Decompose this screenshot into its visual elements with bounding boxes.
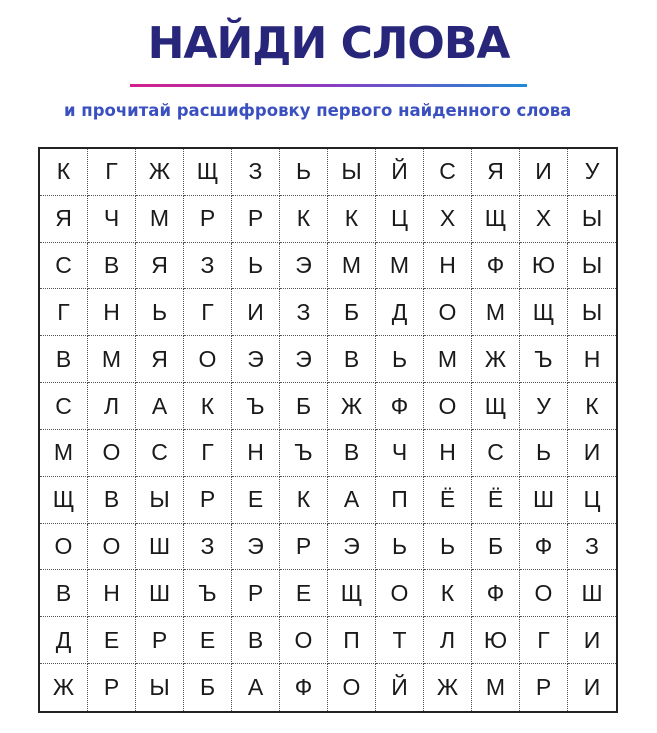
grid-cell[interactable]: Ь [232,243,280,290]
grid-cell[interactable]: Ы [568,289,616,336]
grid-cell[interactable]: Э [232,524,280,571]
grid-cell[interactable]: Г [40,289,88,336]
grid-cell[interactable]: Б [280,383,328,430]
grid-cell[interactable]: К [280,196,328,243]
grid-cell[interactable]: О [424,383,472,430]
grid-cell[interactable]: М [88,336,136,383]
grid-cell[interactable]: Х [424,196,472,243]
grid-cell[interactable]: О [424,289,472,336]
grid-cell[interactable]: Э [232,336,280,383]
grid-cell[interactable]: К [328,196,376,243]
grid-cell[interactable]: Н [424,430,472,477]
page-title: НАЙДИ СЛОВА [147,18,510,69]
grid-cell[interactable]: Щ [184,149,232,196]
grid-cell[interactable]: Ф [280,664,328,711]
grid-cell[interactable]: Ь [520,430,568,477]
grid-cell[interactable]: В [328,336,376,383]
grid-cell[interactable]: У [520,383,568,430]
grid-cell[interactable]: Е [280,570,328,617]
grid-cell[interactable]: Щ [520,289,568,336]
grid-cell[interactable]: Р [184,196,232,243]
grid-cell[interactable]: С [136,430,184,477]
grid-cell[interactable]: М [472,289,520,336]
grid-cell[interactable]: Ж [472,336,520,383]
grid-cell[interactable]: О [40,524,88,571]
grid-cell[interactable]: Ь [136,289,184,336]
grid-cell[interactable]: А [136,383,184,430]
grid-cell[interactable]: Р [520,664,568,711]
grid-cell[interactable]: З [184,243,232,290]
grid-cell[interactable]: Ь [424,524,472,571]
grid-cell[interactable]: Щ [472,196,520,243]
grid-cell[interactable]: Ы [568,196,616,243]
grid-cell[interactable]: М [328,243,376,290]
grid-cell[interactable]: К [424,570,472,617]
grid-cell[interactable]: Р [88,664,136,711]
grid-cell[interactable]: К [280,477,328,524]
grid-cell[interactable]: Щ [40,477,88,524]
grid-cell[interactable]: Ъ [184,570,232,617]
grid-cell[interactable]: Х [520,196,568,243]
grid-cell[interactable]: Д [376,289,424,336]
grid-cell[interactable]: Ы [568,243,616,290]
grid-cell[interactable]: О [88,430,136,477]
grid-cell[interactable]: З [232,149,280,196]
grid-cell[interactable]: Ю [520,243,568,290]
grid-cell[interactable]: М [40,430,88,477]
grid-cell[interactable]: В [40,336,88,383]
grid-cell[interactable]: Ц [376,196,424,243]
grid-cell[interactable]: Р [232,196,280,243]
grid-cell[interactable]: Ь [376,524,424,571]
grid-cell[interactable]: Н [424,243,472,290]
title-underline [130,84,527,87]
grid-cell[interactable]: Л [424,617,472,664]
grid-cell[interactable]: Ы [136,477,184,524]
grid-cell[interactable]: Ч [88,196,136,243]
grid-cell[interactable]: Я [136,243,184,290]
grid-cell[interactable]: У [568,149,616,196]
grid-cell[interactable]: Ж [328,383,376,430]
grid-cell[interactable]: Б [184,664,232,711]
grid-cell[interactable]: Ё [472,477,520,524]
grid-cell[interactable]: Ь [280,149,328,196]
grid-cell[interactable]: Р [280,524,328,571]
grid-cell[interactable]: Ё [424,477,472,524]
grid-cell[interactable]: Г [184,430,232,477]
grid-cell[interactable]: К [568,383,616,430]
grid-cell[interactable]: П [328,617,376,664]
grid-cell[interactable]: З [184,524,232,571]
grid-cell[interactable]: П [376,477,424,524]
grid-cell[interactable]: О [520,570,568,617]
grid-cell[interactable]: Ш [136,570,184,617]
grid-cell[interactable]: А [328,477,376,524]
grid-cell[interactable]: К [184,383,232,430]
grid-cell[interactable]: В [232,617,280,664]
grid-cell[interactable]: Н [88,570,136,617]
grid-cell[interactable]: Э [280,336,328,383]
grid-cell[interactable]: Б [328,289,376,336]
grid-cell[interactable]: М [472,664,520,711]
grid-cell[interactable]: Ц [568,477,616,524]
grid-cell[interactable]: А [232,664,280,711]
grid-cell[interactable]: Ф [376,383,424,430]
grid-cell[interactable]: И [232,289,280,336]
grid-cell[interactable]: О [376,570,424,617]
grid-cell[interactable]: О [280,617,328,664]
grid-cell[interactable]: Е [232,477,280,524]
grid-cell[interactable]: Й [376,664,424,711]
grid-cell[interactable]: Р [184,477,232,524]
grid-cell[interactable]: Я [472,149,520,196]
grid-cell[interactable]: Т [376,617,424,664]
grid-cell[interactable]: Ж [424,664,472,711]
grid-cell[interactable]: Г [520,617,568,664]
grid-cell[interactable]: И [520,149,568,196]
grid-cell[interactable]: Ж [40,664,88,711]
grid-cell[interactable]: Е [184,617,232,664]
grid-cell[interactable]: И [568,430,616,477]
grid-cell[interactable]: Н [88,289,136,336]
grid-cell[interactable]: Ь [376,336,424,383]
grid-cell[interactable]: Ъ [280,430,328,477]
grid-cell[interactable]: Ъ [520,336,568,383]
grid-cell[interactable]: Е [88,617,136,664]
grid-cell[interactable]: Ч [376,430,424,477]
grid-cell[interactable]: Г [88,149,136,196]
grid-cell[interactable]: Ш [568,570,616,617]
grid-cell[interactable]: В [40,570,88,617]
grid-cell[interactable]: В [88,477,136,524]
grid-cell[interactable]: И [583,674,601,701]
grid-cell[interactable]: С [40,243,88,290]
grid-cell[interactable]: Р [232,570,280,617]
grid-cell[interactable]: К [40,149,88,196]
grid-cell[interactable]: Ф [472,570,520,617]
grid-cell[interactable]: М [136,196,184,243]
grid-cell[interactable]: Ш [520,477,568,524]
grid-cell[interactable]: Ю [472,617,520,664]
grid-cell[interactable]: Э [328,524,376,571]
grid-cell[interactable]: Ы [136,664,184,711]
grid-cell[interactable]: Щ [472,383,520,430]
grid-cell[interactable]: З [568,524,616,571]
grid-cell[interactable]: С [40,383,88,430]
grid-cell[interactable]: В [328,430,376,477]
grid-cell[interactable]: Щ [328,570,376,617]
grid-cell[interactable]: Ф [472,243,520,290]
grid-cell[interactable]: В [88,243,136,290]
grid-cell[interactable]: Ф [520,524,568,571]
grid-cell[interactable]: М [376,243,424,290]
grid-cell[interactable]: М [424,336,472,383]
grid-cell[interactable]: Я [40,196,88,243]
grid-cell[interactable]: Г [184,289,232,336]
grid-cell[interactable]: Л [88,383,136,430]
grid-cell[interactable]: О [328,664,376,711]
grid-cell[interactable]: Ъ [232,383,280,430]
grid-cell[interactable]: Н [568,336,616,383]
grid-cell[interactable]: Й [376,149,424,196]
grid-cell[interactable]: О [88,524,136,571]
grid-cell[interactable]: И [568,617,616,664]
grid-cell[interactable]: С [424,149,472,196]
grid-cell[interactable]: Н [232,430,280,477]
grid-cell[interactable]: Д [40,617,88,664]
subtitle: и прочитай расшифровку первого найденного слова [64,101,572,120]
grid-cell[interactable]: Ж [136,149,184,196]
grid-cell[interactable]: Ш [136,524,184,571]
grid-cell[interactable]: Я [136,336,184,383]
grid-cell[interactable]: Ы [328,149,376,196]
grid-cell[interactable]: З [280,289,328,336]
grid-cell[interactable]: Б [472,524,520,571]
grid-cell[interactable]: С [472,430,520,477]
grid-cell[interactable]: Р [136,617,184,664]
word-search-grid[interactable] [38,147,618,713]
grid-cell[interactable]: Э [280,243,328,290]
grid-cell[interactable]: О [184,336,232,383]
